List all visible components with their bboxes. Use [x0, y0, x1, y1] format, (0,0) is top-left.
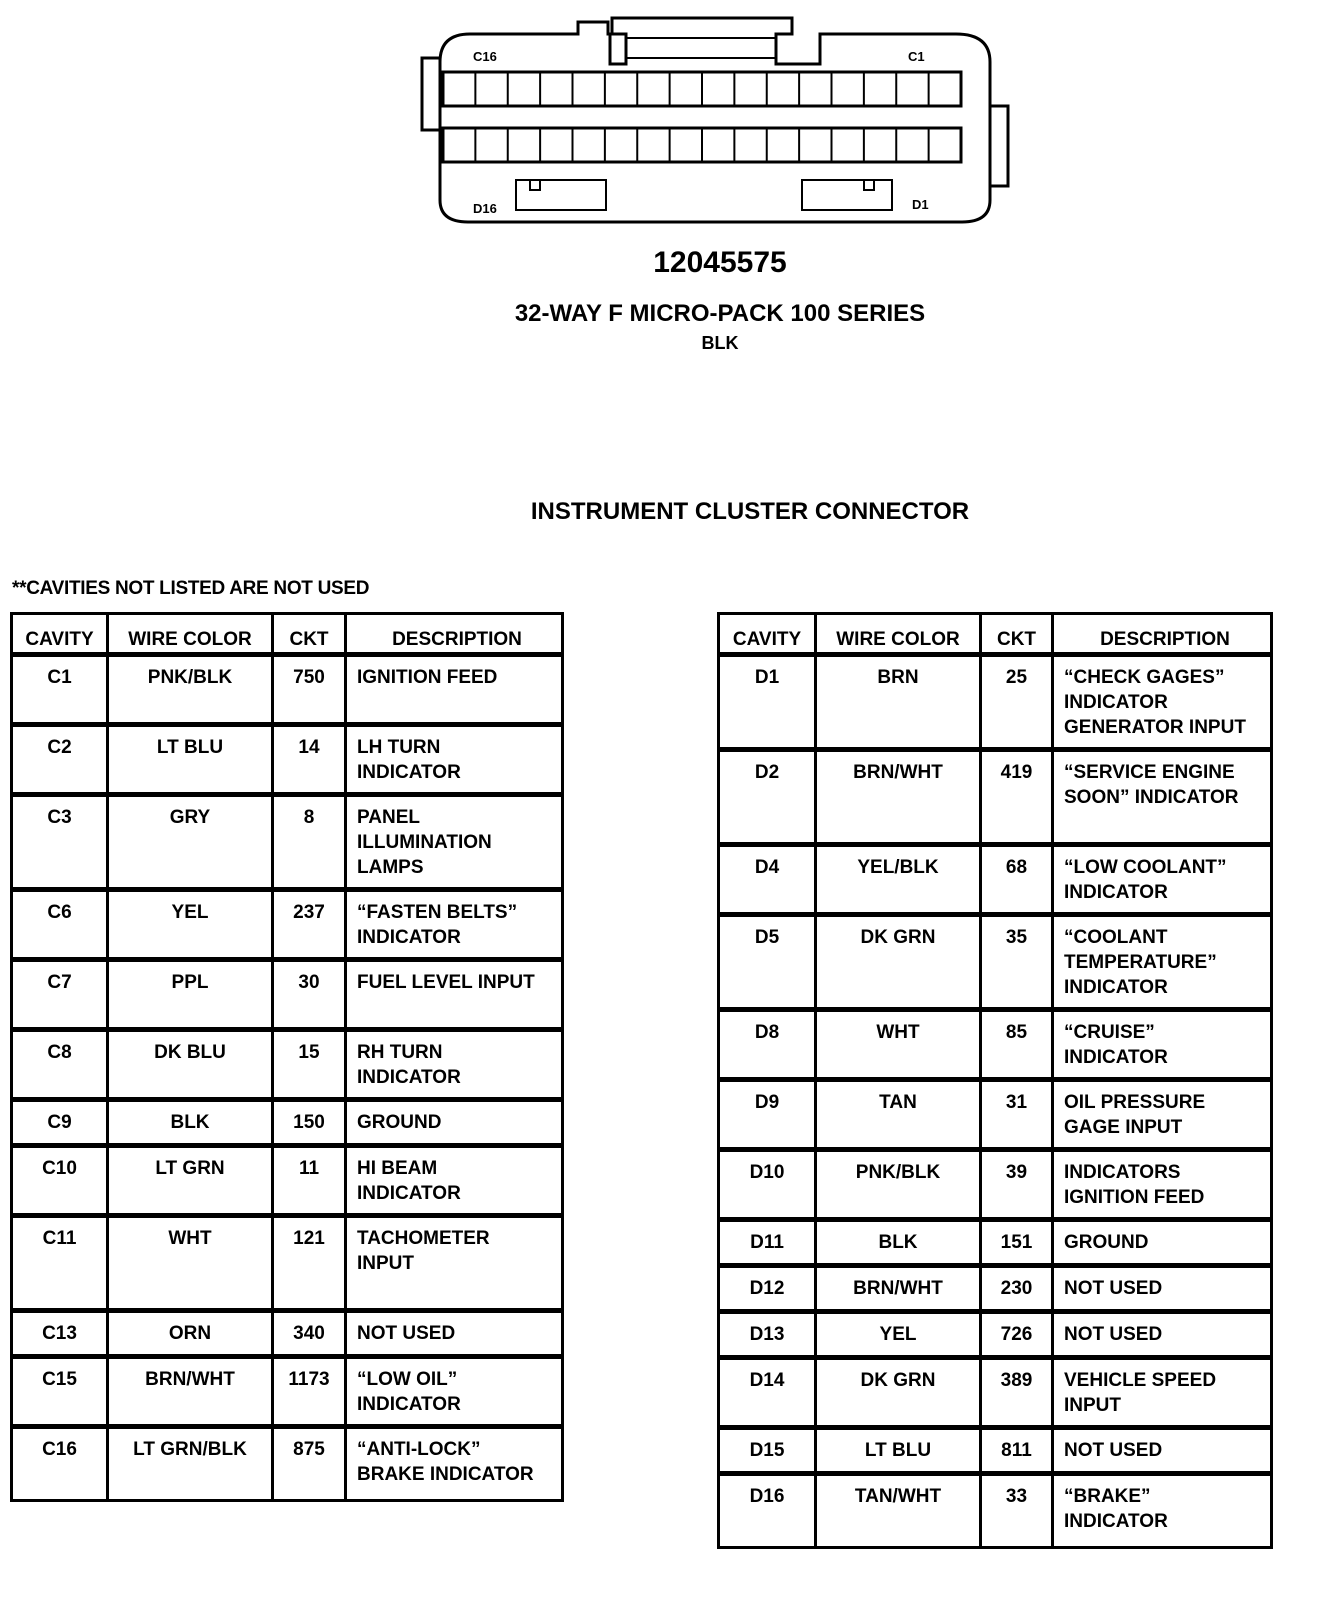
table-row — [720, 1268, 1270, 1314]
description-cell — [347, 1032, 561, 1102]
description-line: NOT USED — [1064, 1440, 1163, 1461]
cavity-cell: D10 — [720, 1152, 817, 1222]
cavity-cell: C6 — [13, 892, 109, 962]
ckt-cell: 121 — [274, 1218, 347, 1313]
header-description: DESCRIPTION — [1054, 615, 1270, 657]
description-line: INDICATOR — [357, 927, 461, 948]
table-row — [720, 1222, 1270, 1268]
wire-color-cell: TAN/WHT — [817, 1476, 982, 1546]
table-row — [13, 962, 561, 1032]
table-row — [720, 917, 1270, 1012]
description-cell — [1054, 1314, 1270, 1360]
table-row — [720, 1082, 1270, 1152]
table-row — [720, 1476, 1270, 1546]
key-right — [802, 180, 892, 210]
pin-label-c1: C1 — [908, 49, 925, 64]
description-cell — [347, 727, 561, 797]
cavity-cell: C10 — [13, 1148, 109, 1218]
description-cell — [347, 657, 561, 727]
description-line: BRAKE INDICATOR — [357, 1464, 534, 1485]
description-cell — [1054, 847, 1270, 917]
ckt-cell: 340 — [274, 1313, 347, 1359]
description-line: INDICATOR — [357, 1183, 461, 1204]
ckt-cell: 1173 — [274, 1359, 347, 1429]
description-line: NOT USED — [1064, 1324, 1163, 1345]
ckt-cell: 150 — [274, 1102, 347, 1148]
description-line: PANEL — [357, 807, 420, 828]
ckt-cell: 230 — [982, 1268, 1054, 1314]
table-header-row — [13, 615, 561, 657]
table-row — [720, 1314, 1270, 1360]
wire-color-cell: PPL — [109, 962, 274, 1032]
description-cell — [1054, 1152, 1270, 1222]
table-row — [720, 847, 1270, 917]
cavity-cell: C11 — [13, 1218, 109, 1313]
ckt-cell: 11 — [274, 1148, 347, 1218]
wire-color-cell: BLK — [109, 1102, 274, 1148]
ckt-cell: 237 — [274, 892, 347, 962]
header-wire-color: WIRE COLOR — [109, 615, 274, 657]
table-row — [720, 1012, 1270, 1082]
table-row — [720, 657, 1270, 752]
table-row — [13, 1218, 561, 1313]
description-line: INPUT — [357, 1253, 414, 1274]
ckt-cell: 68 — [982, 847, 1054, 917]
ckt-cell: 811 — [982, 1430, 1054, 1476]
description-cell — [1054, 657, 1270, 752]
table-header-row — [720, 615, 1270, 657]
description-line: “LOW OIL” — [357, 1369, 458, 1390]
table-row — [720, 752, 1270, 847]
description-line: ILLUMINATION — [357, 832, 492, 853]
wire-color-cell: LT BLU — [109, 727, 274, 797]
connector-series: 32-WAY F MICRO-PACK 100 SERIES — [514, 300, 926, 327]
wire-color-cell: BRN — [817, 657, 982, 752]
ckt-cell: 389 — [982, 1360, 1054, 1430]
description-line: INDICATOR — [357, 762, 461, 783]
description-line: VEHICLE SPEED — [1064, 1370, 1217, 1391]
description-cell — [347, 1359, 561, 1429]
description-line: “ANTI-LOCK” — [357, 1439, 481, 1460]
table-row — [13, 727, 561, 797]
table-row — [13, 797, 561, 892]
pinout-table-c-row — [10, 612, 564, 1502]
pin-label-d1: D1 — [912, 197, 929, 212]
pinout-table-d-row — [717, 612, 1273, 1549]
description-line: “CRUISE” — [1064, 1022, 1155, 1043]
pin-label-d16: D16 — [473, 201, 497, 216]
description-line: OIL PRESSURE — [1064, 1092, 1206, 1113]
wire-color-cell: DK GRN — [817, 917, 982, 1012]
table-row — [720, 1152, 1270, 1222]
description-line: IGNITION FEED — [357, 667, 498, 688]
cavity-cell: D9 — [720, 1082, 817, 1152]
wire-color-cell: TAN — [817, 1082, 982, 1152]
cavity-cell: D2 — [720, 752, 817, 847]
header-cavity: CAVITY — [13, 615, 109, 657]
cavity-cell: C8 — [13, 1032, 109, 1102]
description-cell — [347, 1148, 561, 1218]
wire-color-cell: YEL — [109, 892, 274, 962]
header-ckt: CKT — [982, 615, 1054, 657]
description-cell — [347, 892, 561, 962]
wire-color-cell: PNK/BLK — [109, 657, 274, 727]
wire-color-cell: LT BLU — [817, 1430, 982, 1476]
description-cell — [1054, 752, 1270, 847]
cavity-cell: C13 — [13, 1313, 109, 1359]
description-line: GROUND — [1064, 1232, 1149, 1253]
cavity-cell: D13 — [720, 1314, 817, 1360]
cavity-cell: D1 — [720, 657, 817, 752]
ckt-cell: 750 — [274, 657, 347, 727]
pin-label-c16: C16 — [473, 49, 497, 64]
table-row — [720, 1430, 1270, 1476]
ckt-cell: 35 — [982, 917, 1054, 1012]
description-cell — [347, 962, 561, 1032]
ckt-cell: 25 — [982, 657, 1054, 752]
description-cell — [347, 1429, 561, 1499]
description-line: “BRAKE” — [1064, 1486, 1151, 1507]
wire-color-cell: DK BLU — [109, 1032, 274, 1102]
wire-color-cell: PNK/BLK — [817, 1152, 982, 1222]
table-row — [13, 1429, 561, 1499]
wire-color-cell: WHT — [817, 1012, 982, 1082]
header-cavity: CAVITY — [720, 615, 817, 657]
description-line: NOT USED — [1064, 1278, 1163, 1299]
cavity-cell: D14 — [720, 1360, 817, 1430]
page-title: INSTRUMENT CLUSTER CONNECTOR — [530, 498, 970, 525]
unused-cavities-note: **CAVITIES NOT LISTED ARE NOT USED — [12, 578, 370, 599]
ckt-cell: 39 — [982, 1152, 1054, 1222]
table-row — [720, 1360, 1270, 1430]
description-line: “COOLANT — [1064, 927, 1168, 948]
description-line: GAGE INPUT — [1064, 1117, 1183, 1138]
cavity-cell: C2 — [13, 727, 109, 797]
ckt-cell: 15 — [274, 1032, 347, 1102]
table-row — [13, 1032, 561, 1102]
description-line: INDICATOR — [1064, 1047, 1168, 1068]
part-number: 12045575 — [653, 246, 787, 279]
wire-color-cell: LT GRN — [109, 1148, 274, 1218]
cavity-cell: C16 — [13, 1429, 109, 1499]
wire-color-cell: BRN/WHT — [109, 1359, 274, 1429]
connector-face-diagram — [0, 0, 1328, 240]
wire-color-cell: YEL — [817, 1314, 982, 1360]
ckt-cell: 33 — [982, 1476, 1054, 1546]
ckt-cell: 8 — [274, 797, 347, 892]
description-cell — [1054, 1476, 1270, 1546]
ckt-cell: 14 — [274, 727, 347, 797]
wire-color-cell: WHT — [109, 1218, 274, 1313]
ckt-cell: 30 — [274, 962, 347, 1032]
description-line: INDICATOR — [1064, 1511, 1168, 1532]
description-cell — [1054, 1430, 1270, 1476]
description-cell — [1054, 1012, 1270, 1082]
ckt-cell: 31 — [982, 1082, 1054, 1152]
wire-color-cell: DK GRN — [817, 1360, 982, 1430]
cavity-cell: C3 — [13, 797, 109, 892]
description-cell — [1054, 1268, 1270, 1314]
description-line: “SERVICE ENGINE — [1064, 762, 1235, 783]
description-line: RH TURN — [357, 1042, 443, 1063]
cavity-cell: C1 — [13, 657, 109, 727]
description-line: FUEL LEVEL INPUT — [357, 972, 535, 993]
description-line: HI BEAM — [357, 1158, 438, 1179]
description-line: NOT USED — [357, 1323, 456, 1344]
cavity-cell: D16 — [720, 1476, 817, 1546]
ckt-cell: 419 — [982, 752, 1054, 847]
description-line: SOON” INDICATOR — [1064, 787, 1239, 808]
description-line: GENERATOR INPUT — [1064, 717, 1246, 738]
table-row — [13, 1359, 561, 1429]
connector-color: BLK — [701, 333, 739, 353]
description-cell — [347, 797, 561, 892]
table-row — [13, 657, 561, 727]
wire-color-cell: ORN — [109, 1313, 274, 1359]
cavity-cell: D12 — [720, 1268, 817, 1314]
cavity-cell: C15 — [13, 1359, 109, 1429]
wire-color-cell: YEL/BLK — [817, 847, 982, 917]
header-description: DESCRIPTION — [347, 615, 561, 657]
description-cell — [1054, 917, 1270, 1012]
cavity-cell: C9 — [13, 1102, 109, 1148]
description-cell — [1054, 1222, 1270, 1268]
description-line: IGNITION FEED — [1064, 1187, 1205, 1208]
header-wire-color: WIRE COLOR — [817, 615, 982, 657]
description-line: INDICATOR — [1064, 977, 1168, 998]
description-cell — [347, 1218, 561, 1313]
wire-color-cell: LT GRN/BLK — [109, 1429, 274, 1499]
ckt-cell: 85 — [982, 1012, 1054, 1082]
cavity-cell: C7 — [13, 962, 109, 1032]
description-line: “FASTEN BELTS” — [357, 902, 518, 923]
description-line: TEMPERATURE” — [1064, 952, 1217, 973]
description-line: INDICATORS — [1064, 1162, 1181, 1183]
description-line: GROUND — [357, 1112, 442, 1133]
right-side-tab — [990, 106, 1008, 186]
cavity-cell: D5 — [720, 917, 817, 1012]
wire-color-cell: BLK — [817, 1222, 982, 1268]
ckt-cell: 875 — [274, 1429, 347, 1499]
description-line: LH TURN — [357, 737, 441, 758]
ckt-cell: 151 — [982, 1222, 1054, 1268]
wire-color-cell: GRY — [109, 797, 274, 892]
description-cell — [347, 1102, 561, 1148]
table-row — [13, 1313, 561, 1359]
cavity-cell: D8 — [720, 1012, 817, 1082]
wire-color-cell: BRN/WHT — [817, 1268, 982, 1314]
description-line: INDICATOR — [1064, 882, 1168, 903]
header-ckt: CKT — [274, 615, 347, 657]
cavity-cell: D15 — [720, 1430, 817, 1476]
ckt-cell: 726 — [982, 1314, 1054, 1360]
table-row — [13, 1148, 561, 1218]
description-cell — [347, 1313, 561, 1359]
description-line: LAMPS — [357, 857, 424, 878]
wire-color-cell: BRN/WHT — [817, 752, 982, 847]
description-line: INDICATOR — [357, 1067, 461, 1088]
cavity-cell: D4 — [720, 847, 817, 917]
description-line: TACHOMETER — [357, 1228, 490, 1249]
table-row — [13, 892, 561, 962]
cavity-cell: D11 — [720, 1222, 817, 1268]
left-side-tab — [422, 58, 440, 130]
description-line: INDICATOR — [357, 1394, 461, 1415]
description-line: “LOW COOLANT” — [1064, 857, 1227, 878]
description-line: “CHECK GAGES” — [1064, 667, 1225, 688]
description-cell — [1054, 1082, 1270, 1152]
description-cell — [1054, 1360, 1270, 1430]
table-row — [13, 1102, 561, 1148]
description-line: INDICATOR — [1064, 692, 1168, 713]
description-line: INPUT — [1064, 1395, 1121, 1416]
